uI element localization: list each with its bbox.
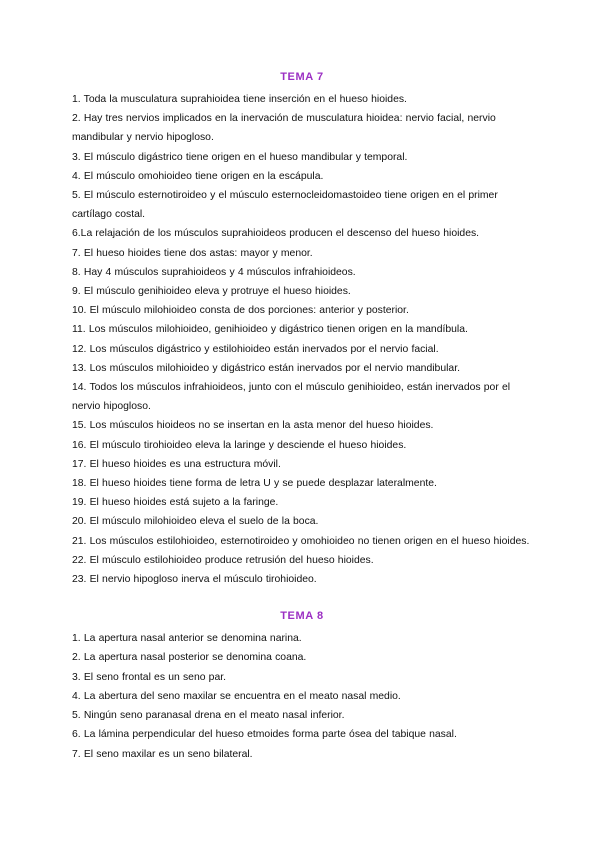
list-item: 16. El músculo tirohioideo eleva la laringe y desciende el hueso hioides. (72, 439, 407, 451)
list-item: 10. El músculo milohioideo consta de dos porciones: anterior y posterior. (72, 305, 409, 317)
section-spacer (72, 589, 532, 609)
list-item: 7. El seno maxilar es un seno bilateral. (72, 748, 253, 760)
section-title: TEMA 7 (280, 71, 324, 83)
list-item: 18. El hueso hioides tiene forma de letra U y se puede desplazar lateralmente. (72, 478, 437, 490)
document-page (72, 70, 532, 764)
list-item: 19. El hueso hioides está sujeto a la faringe. (72, 497, 279, 509)
list-item: 3. El músculo digástrico tiene origen en el hueso mandibular y temporal. (72, 151, 408, 163)
list-item: 14. Todos los músculos infrahioideos, junto con el músculo genihioideo, están inervados por el nervio hipogloso. (72, 382, 511, 413)
list-item: 5. Ningún seno paranasal drena en el meato nasal inferior. (72, 710, 345, 722)
list-item: 7. El hueso hioides tiene dos astas: mayor y menor. (72, 247, 313, 259)
section-title: TEMA 8 (280, 610, 324, 623)
list-item: 21. Los músculos estilohioideo, esternotiroideo y omohioideo no tienen origen en el hueso hioides. (72, 535, 530, 547)
list-item: 1. Toda la musculatura suprahioidea tiene inserción en el hueso hioides. (72, 94, 407, 105)
section-tema-7 (72, 70, 532, 589)
list-item: 23. El nervio hipogloso inerva el músculo tirohioideo. (72, 574, 317, 586)
list-item: 22. El músculo estilohioideo produce retrusión del hueso hioides. (72, 554, 374, 566)
list-item: 3. El seno frontal es un seno par. (72, 671, 227, 683)
list-item: 12. Los músculos digástrico y estilohioideo están inervados por el nervio facial. (72, 343, 439, 355)
section-tema-8 (72, 609, 532, 763)
list-item: 2. La apertura nasal posterior se denomina coana. (72, 652, 307, 664)
list-item: 1. La apertura nasal anterior se denomina narina. (72, 633, 302, 645)
list-item: 6.La relajación de los músculos suprahioideos producen el descenso del hueso hioides. (72, 228, 480, 240)
list-item: 8. Hay 4 músculos suprahioideos y 4 músculos infrahioideos. (72, 266, 356, 278)
list-item: 13. Los músculos milohioideo y digástrico están inervados por el nervio mandibular. (72, 362, 460, 374)
list-item: 5. El músculo esternotiroideo y el músculo esternocleidomastoideo tiene origen en el primer cartílago costal. (72, 190, 498, 221)
list-item: 6. La lámina perpendicular del hueso etmoides forma parte ósea del tabique nasal. (72, 729, 457, 741)
list-item: 15. Los músculos hioideos no se insertan en la asta menor del hueso hioides. (72, 420, 434, 432)
list-item: 4. La abertura del seno maxilar se encuentra en el meato nasal medio. (72, 690, 401, 702)
list-item: 2. Hay tres nervios implicados en la inervación de musculatura hioidea: nervio facial, nervio mandibular y nervio hipogloso. (72, 113, 496, 144)
list-item: 11. Los músculos milohioideo, genihioideo y digástrico tienen origen en la mandíbula. (72, 324, 468, 336)
list-item: 4. El músculo omohioideo tiene origen en la escápula. (72, 170, 324, 182)
list-item: 9. El músculo genihioideo eleva y protruye el hueso hioides. (72, 286, 351, 298)
list-item: 17. El hueso hioides es una estructura móvil. (72, 458, 281, 470)
list-item: 20. El músculo milohioideo eleva el suelo de la boca. (72, 516, 319, 528)
